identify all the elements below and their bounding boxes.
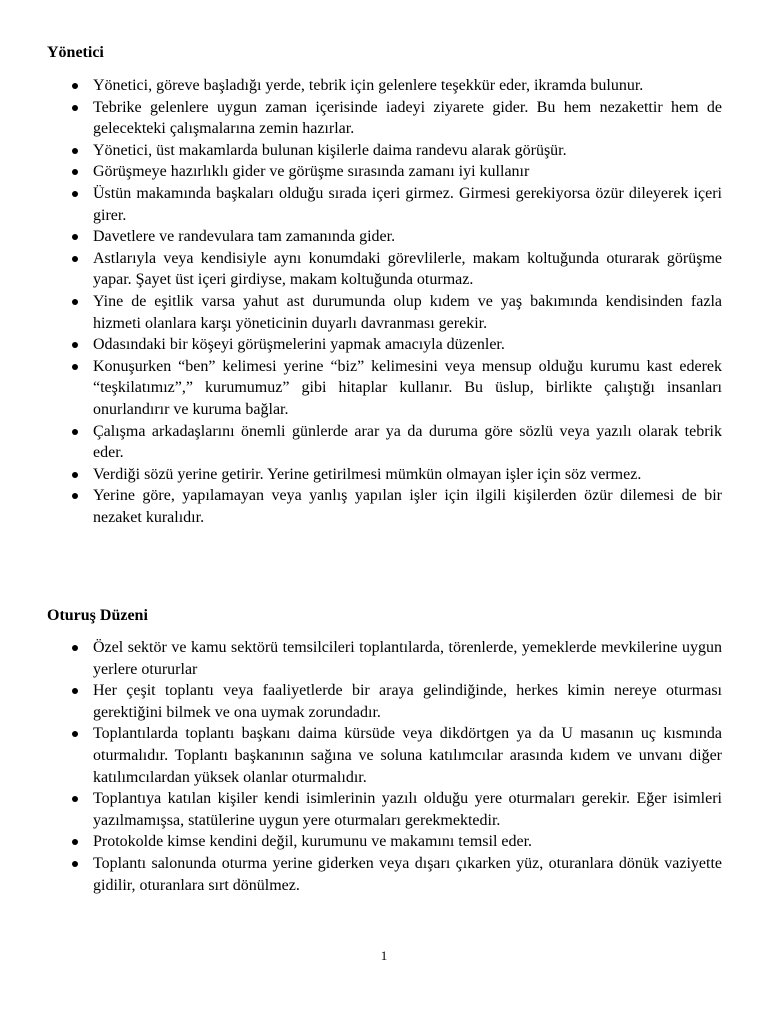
list-item bbox=[0, 831, 768, 853]
list-item-text: Odasındaki bir köşeyi görüşmelerini yapmak amacıyla düzenler. bbox=[93, 336, 505, 354]
bullet-icon bbox=[72, 796, 78, 802]
bullet-icon bbox=[72, 645, 78, 651]
bullet-icon bbox=[72, 472, 78, 478]
list-item-text: Protokolde kimse kendini değil, kurumunu ve makamını temsil eder. bbox=[93, 833, 533, 851]
list-item bbox=[0, 226, 768, 248]
list-item bbox=[0, 485, 768, 528]
bullet-icon bbox=[72, 234, 78, 240]
list-item-text: Yönetici, göreve başladığı yerde, tebrik için gelenlere teşekkür eder, ikramda bulunur. bbox=[93, 77, 644, 94]
list-item bbox=[0, 356, 768, 421]
list-item bbox=[0, 291, 768, 334]
list-item bbox=[0, 161, 768, 183]
list-item-text: Yönetici, üst makamlarda bulunan kişilerle daima randevu alarak görüşür. bbox=[93, 141, 567, 159]
bullet-icon bbox=[72, 493, 78, 499]
section-heading-oturus-duzeni: Oturuş Düzeni bbox=[47, 607, 148, 624]
bullet-icon bbox=[72, 429, 78, 435]
list-item-text: Üstün makamında başkaları olduğu sırada içeri girmez. Girmesi gerekiyorsa özür dileyerek içeri girer. bbox=[93, 184, 722, 224]
list-item bbox=[0, 637, 768, 680]
bullet-icon bbox=[72, 148, 78, 154]
list-item-text: Tebrike gelenlere uygun zaman içerisinde iadeyi ziyarete gider. Bu hem nezakettir hem de gelecekteki çalışmalarına zemin hazırlar. bbox=[93, 98, 722, 138]
list-item-text: Toplantı salonunda oturma yerine giderken veya dışarı çıkarken yüz, oturanlara dönük vaziyette gidilir, oturanlara sırt dönülmez. bbox=[93, 854, 722, 894]
list-item bbox=[0, 183, 768, 226]
list-item bbox=[0, 853, 768, 896]
bullet-icon bbox=[72, 839, 78, 845]
list-item-text: Özel sektör ve kamu sektörü temsilcileri toplantılarda, törenlerde, yemeklerde mevkilerine uygun yerlere otururlar bbox=[93, 639, 722, 678]
bullet-icon bbox=[72, 299, 78, 305]
list-item-text: Toplantıya katılan kişiler kendi isimlerinin yazılı olduğu yere oturmaları gerekir. Eğer isimleri yazılmamışsa, statülerine uygun yere oturmaları gerekmektedir. bbox=[93, 790, 722, 829]
list-item-text: Görüşmeye hazırlıklı gider ve görüşme sırasında zamanı iyi kullanır bbox=[93, 163, 530, 181]
bullet-list-oturus-duzeni bbox=[0, 637, 768, 896]
section-heading-yonetici: Yönetici bbox=[47, 44, 104, 61]
bullet-list-yonetici bbox=[0, 75, 768, 528]
list-item bbox=[0, 140, 768, 162]
list-item-text: Yine de eşitlik varsa yahut ast durumunda olup kıdem ve yaş bakımında kendisinden fazla hizmeti olanlara karşı yöneticinin duyarlı davranması gerekir. bbox=[93, 292, 722, 332]
list-item bbox=[0, 788, 768, 831]
list-item-text: Yerine göre, yapılamayan veya yanlış yapılan işler için ilgili kişilerden özür dilemesi de bir nezaket kuralıdır. bbox=[93, 487, 722, 526]
bullet-icon bbox=[72, 688, 78, 694]
list-item-text: Davetlere ve randevulara tam zamanında gider. bbox=[93, 228, 396, 246]
list-item bbox=[0, 75, 768, 97]
list-item bbox=[0, 723, 768, 788]
list-item bbox=[0, 97, 768, 140]
list-item-text: Konuşurken “ben” kelimesi yerine “biz” kelimesini veya mensup olduğu kurumu kast ederek “teşkilatımız”,” kurumumuz” gibi hitaplar kullanır. Bu üslup, birlikte çalıştığı insanları onurlandırır ve kuruma bağlar. bbox=[93, 357, 722, 418]
bullet-icon bbox=[72, 191, 78, 197]
bullet-icon bbox=[72, 169, 78, 175]
list-item bbox=[0, 464, 768, 486]
list-item bbox=[0, 334, 768, 356]
page-number: 1 bbox=[380, 948, 388, 963]
bullet-icon bbox=[72, 256, 78, 262]
bullet-icon bbox=[72, 861, 78, 867]
bullet-icon bbox=[72, 342, 78, 348]
list-item-text: Her çeşit toplantı veya faaliyetlerde bir araya gelindiğinde, herkes kimin nereye oturması gerektiğini bilmek ve ona uymak zorundadır. bbox=[93, 682, 722, 721]
bullet-icon bbox=[72, 105, 78, 111]
list-item-text: Astlarıyla veya kendisiyle aynı konumdaki görevlilerle, makam koltuğunda oturarak görüşme yapar. Şayet üst içeri girdiyse, makam koltuğunda oturmaz. bbox=[93, 249, 722, 289]
bullet-icon bbox=[72, 364, 78, 370]
bullet-icon bbox=[72, 731, 78, 737]
list-item-text: Çalışma arkadaşlarını önemli günlerde arar ya da duruma göre sözlü veya yazılı olarak tebrik eder. bbox=[93, 422, 722, 462]
list-item bbox=[0, 680, 768, 723]
bullet-icon bbox=[72, 83, 78, 89]
list-item-text: Toplantılarda toplantı başkanı daima kürsüde veya dikdörtgen ya da U masanın uç kısmında oturmalıdır. Toplantı başkanının sağına ve soluna katılımcılar arasında kıdem ve unvanı diğer katılımcılardan yüksek olanlar oturmalıdır. bbox=[93, 725, 722, 786]
list-item bbox=[0, 421, 768, 464]
list-item-text: Verdiği sözü yerine getirir. Yerine getirilmesi mümkün olmayan işler için söz vermez. bbox=[93, 465, 642, 483]
list-item bbox=[0, 248, 768, 291]
